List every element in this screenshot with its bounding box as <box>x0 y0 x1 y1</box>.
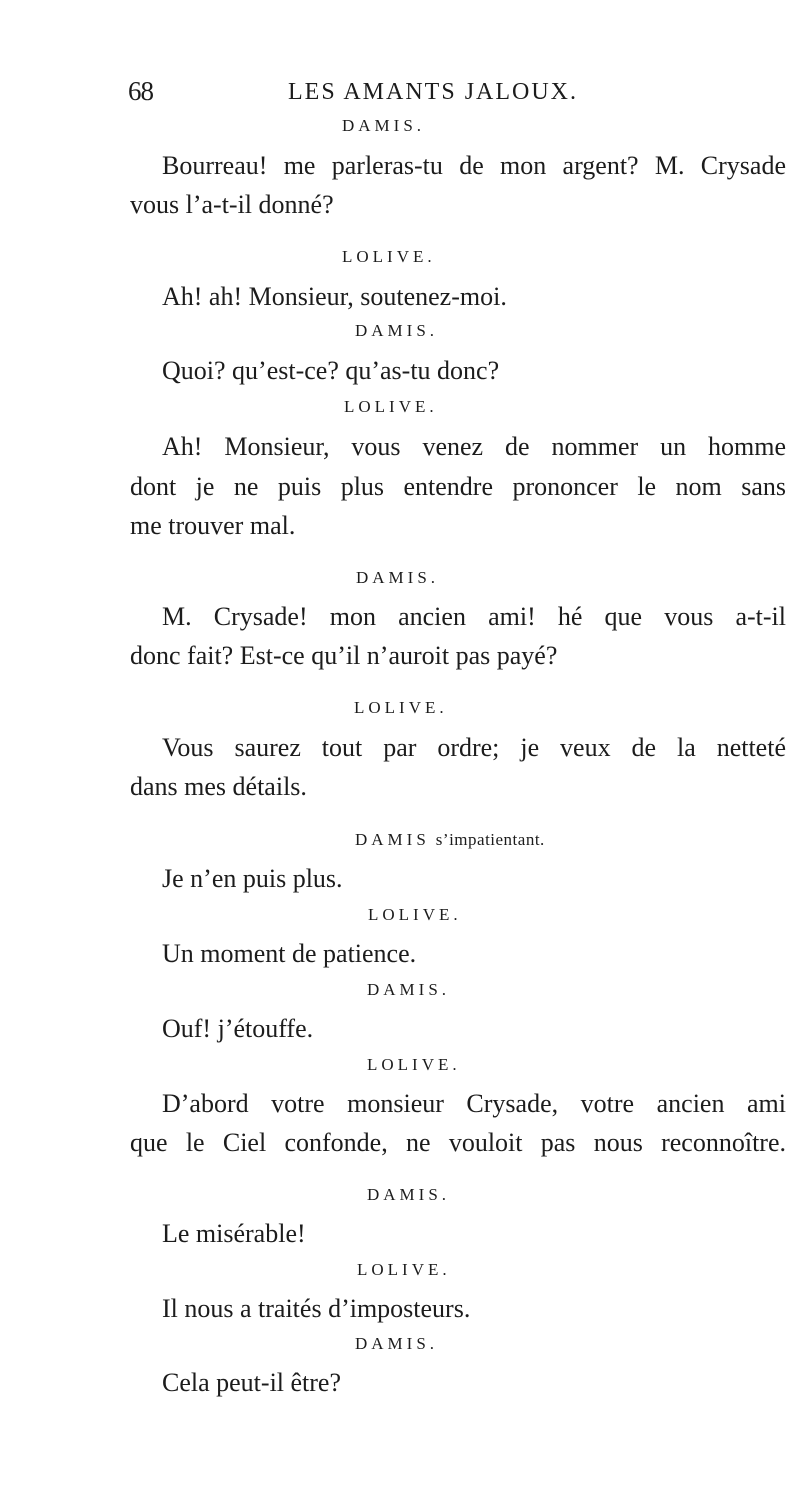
stage-direction: s’impatientant. <box>435 830 545 849</box>
dialogue-line: vous l’a-t-il donné? <box>130 190 334 219</box>
speaker-name: DAMIS. <box>355 1334 439 1353</box>
speaker-name: DAMIS. <box>342 116 426 135</box>
dialogue-line: Ah! ah! Monsieur, soutenez-moi. <box>162 282 507 311</box>
speaker-name: LOLIVE. <box>342 247 436 266</box>
dialogue-line: Un moment de patience. <box>162 939 417 968</box>
speaker-name: DAMIS. <box>367 980 451 999</box>
speaker-name: DAMIS s’impatientant. <box>355 830 545 849</box>
dialogue-line: D’abord votre monsieur Crysade, votre ancien ami <box>162 1089 786 1118</box>
dialogue-line: Bourreau! me parleras-tu de mon argent? M. Crysade <box>162 151 786 180</box>
dialogue-line: dont je ne puis plus entendre prononcer le nom sans <box>130 472 786 501</box>
dialogue-line: Quoi? qu’est-ce? qu’as-tu donc? <box>162 356 500 385</box>
speaker-name: DAMIS. <box>367 1185 451 1204</box>
dialogue-line: M. Crysade! mon ancien ami! hé que vous a-t-il <box>162 602 786 631</box>
dialogue-line: Ouf! j’étouffe. <box>162 1014 314 1043</box>
running-title: LES AMANTS JALOUX. <box>288 79 579 105</box>
dialogue-line: donc fait? Est-ce qu’il n’auroit pas payé? <box>130 641 558 670</box>
dialogue-line: Il nous a traités d’imposteurs. <box>162 1294 471 1323</box>
speaker-name: LOLIVE. <box>344 397 438 416</box>
speaker-name: LOLIVE. <box>367 1055 461 1074</box>
dialogue-line: Cela peut-il être? <box>162 1368 342 1397</box>
dialogue-line: Ah! Monsieur, vous venez de nommer un homme <box>162 432 786 461</box>
dialogue-line: Le misérable! <box>162 1219 306 1248</box>
dialogue-line: Je n’en puis plus. <box>162 864 343 893</box>
speaker-name: LOLIVE. <box>368 905 462 924</box>
speaker-name: LOLIVE. <box>354 698 448 717</box>
speaker-name: LOLIVE. <box>357 1260 451 1279</box>
dialogue-line: me trouver mal. <box>130 511 296 540</box>
speaker-name: DAMIS. <box>356 568 440 587</box>
speaker-name: DAMIS. <box>355 321 439 340</box>
page-number: 68 <box>128 76 153 106</box>
dialogue-line: Vous saurez tout par ordre; je veux de la netteté <box>162 733 786 762</box>
dialogue-line: que le Ciel confonde, ne vouloit pas nous reconnoître. <box>130 1128 786 1157</box>
dialogue-line: dans mes détails. <box>130 772 307 801</box>
